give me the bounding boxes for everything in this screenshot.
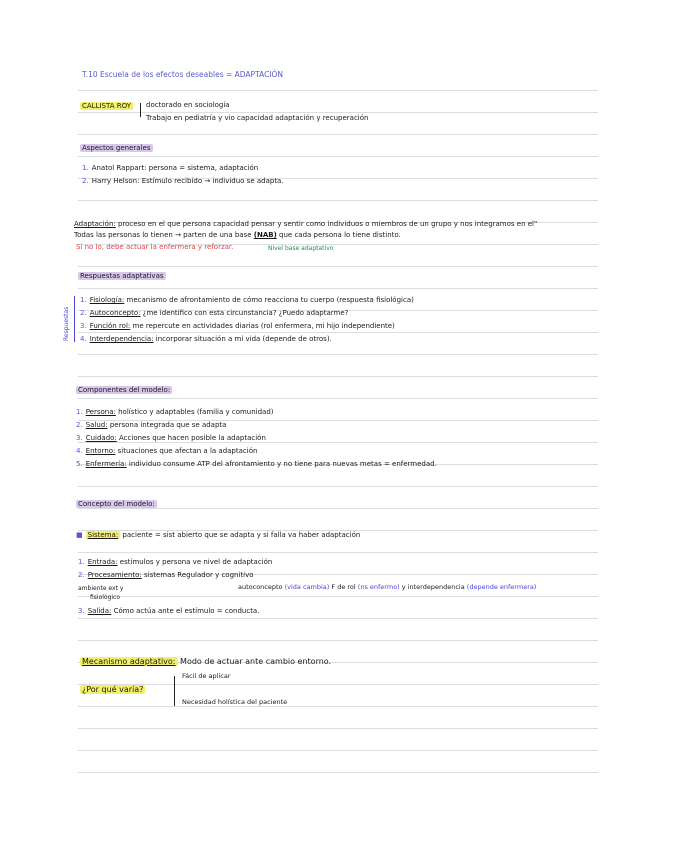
- respuestas-item-num: 3.: [80, 322, 87, 330]
- aspectos-item: [82, 164, 258, 173]
- respuestas-item: [80, 296, 414, 305]
- sub-right-rol: F de rol: [331, 583, 356, 591]
- ruled-line: [78, 552, 598, 553]
- salida-line: [78, 607, 259, 616]
- adaptacion-text-1: proceso en el que persona capacidad pensar y sentir como individuos o miembros de un grupo y nos integramos en el": [117, 220, 538, 228]
- sub-right-enfermo: (ns enfermo): [357, 583, 400, 591]
- componentes-item-num: 2.: [76, 421, 83, 429]
- componentes-item-kw: Salud:: [85, 421, 108, 429]
- ruled-line: [78, 200, 598, 201]
- componentes-heading-text: Componentes del modelo:: [78, 386, 171, 394]
- mecanismo-branch-2: Necesidad holística del paciente: [182, 698, 288, 706]
- sub-right-enfermera: (depende enfermera): [466, 583, 537, 591]
- concepto-heading: [76, 500, 157, 509]
- componentes-item-kw: Entorno:: [85, 447, 116, 455]
- componentes-item-text: persona integrada que se adapta: [109, 421, 227, 429]
- concepto-heading-text: Concepto del modelo:: [78, 500, 155, 508]
- sub-right-vida: (vida cambia): [284, 583, 330, 591]
- concepto-item-kw: Procesamiento:: [87, 571, 142, 579]
- mecanismo-line: [80, 657, 331, 666]
- callista-line-1: doctorado en sociología: [146, 101, 230, 109]
- page-title: T.10 Escuela de los efectos deseables = ADAPTACIÓN: [82, 70, 284, 79]
- respuestas-item-kw: Interdependencia:: [89, 335, 154, 343]
- ruled-line: [78, 728, 598, 729]
- aspectos-heading-text: Aspectos generales: [82, 144, 151, 152]
- concepto-item-num: 2.: [78, 571, 85, 579]
- adaptacion-red-note: Si no lo, debe actuar la enfermera y reforzar.: [76, 243, 234, 251]
- concepto-item: [78, 558, 272, 567]
- ruled-line: [78, 376, 598, 377]
- ruled-line: [78, 354, 598, 355]
- respuestas-item: [80, 322, 395, 331]
- mecanismo-branch-1: Fácil de aplicar: [182, 672, 231, 680]
- respuestas-heading: [78, 272, 166, 281]
- aspectos-item: [82, 177, 284, 186]
- procesamiento-sub-left-2: fisiológico: [90, 594, 121, 601]
- mecanismo-label: Mecanismo adaptativo:: [82, 657, 176, 666]
- salida-num: 3.: [78, 607, 85, 615]
- sistema-text: paciente = sist abierto que se adapta y si falla va haber adaptación: [122, 531, 361, 539]
- mecanismo-text: Modo de actuar ante cambio entorno.: [180, 657, 332, 666]
- componentes-item: [76, 447, 257, 456]
- ruled-line: [78, 156, 598, 157]
- ruled-line: [78, 266, 598, 267]
- componentes-item: [76, 421, 226, 430]
- aspectos-item-text: Harry Helson: Estímulo recibido → individuo se adapta.: [91, 177, 284, 185]
- ruled-line: [78, 618, 598, 619]
- ruled-line: [78, 750, 598, 751]
- respuestas-item: [80, 335, 332, 344]
- aspectos-item-num: 2.: [82, 177, 89, 185]
- callista-brace: [140, 103, 141, 117]
- ruled-line: [78, 684, 598, 685]
- ruled-line: [78, 90, 598, 91]
- componentes-item-kw: Persona:: [85, 408, 116, 416]
- componentes-item-text: Acciones que hacen posible la adaptación: [119, 434, 266, 442]
- adaptacion-line-1: [74, 220, 537, 229]
- ruled-line: [78, 288, 598, 289]
- mecanismo-question-text: ¿Por qué varía?: [82, 685, 144, 694]
- ruled-line: [78, 332, 598, 333]
- sistema-kw: Sistema:: [87, 531, 119, 539]
- concepto-item: [78, 571, 254, 580]
- componentes-item-num: 4.: [76, 447, 83, 455]
- ruled-line: [78, 112, 598, 113]
- componentes-heading: [76, 386, 172, 395]
- componentes-item-num: 1.: [76, 408, 83, 416]
- respuestas-item-num: 2.: [80, 309, 87, 317]
- sub-right-interdep: y interdependencia: [401, 583, 465, 591]
- concepto-item-num: 1.: [78, 558, 85, 566]
- respuestas-item-text: incorporar situación a mi vida (depende de otros).: [155, 335, 332, 343]
- sistema-line: [76, 531, 360, 540]
- ruled-line: [78, 772, 598, 773]
- componentes-item-num: 3.: [76, 434, 83, 442]
- respuestas-item-kw: Autoconcepto:: [89, 309, 141, 317]
- salida-text: Cómo actúa ante el estímulo = conducta.: [113, 607, 260, 615]
- mecanismo-brace: [174, 676, 175, 706]
- ruled-line: [78, 134, 598, 135]
- componentes-item: [76, 460, 437, 469]
- componentes-item-text: individuo consume ATP del afrontamiento y no tiene para nuevas metas = enfermedad.: [128, 460, 437, 468]
- aspectos-heading: [80, 144, 153, 153]
- componentes-item-kw: Cuidado:: [85, 434, 117, 442]
- aspectos-item-text: Anatol Rappart: persona = sistema, adaptación: [91, 164, 259, 172]
- procesamiento-sub-left-1: ambiente ext y: [78, 585, 124, 592]
- respuestas-brace: [74, 296, 75, 342]
- ruled-line: [78, 596, 598, 597]
- componentes-item-kw: Enfermería:: [85, 460, 127, 468]
- callista-line-2: Trabajo en pediatría y vio capacidad adaptación y recuperación: [146, 114, 369, 122]
- respuestas-item-text: me repercute en actividades diarias (rol enfermera, mi hijo independiente): [132, 322, 395, 330]
- sistema-bullet: ■: [76, 531, 83, 539]
- componentes-item: [76, 434, 266, 443]
- componentes-item: [76, 408, 274, 417]
- salida-kw: Salida:: [87, 607, 112, 615]
- sub-right-autoconcepto: autoconcepto: [238, 583, 283, 591]
- concepto-item-text: sistemas Regulador y cognitivo: [144, 571, 254, 579]
- respuestas-heading-text: Respuestas adaptativas: [80, 272, 164, 280]
- adaptacion-label: Adaptación:: [74, 220, 116, 228]
- aspectos-item-num: 1.: [82, 164, 89, 172]
- ruled-line: [78, 398, 598, 399]
- adaptacion-text-2: Todas las personas lo tienen → parten de una base: [74, 231, 252, 239]
- callista-name: [80, 102, 133, 111]
- callista-name-text: CALLISTA ROY: [82, 102, 131, 110]
- nab-term: (NAB): [253, 231, 277, 239]
- respuestas-item-num: 4.: [80, 335, 87, 343]
- respuestas-sidebar: Respuestas: [63, 306, 70, 342]
- respuestas-item-text: mecanismo de afrontamiento de cómo reacciona tu cuerpo (respuesta fisiológica): [126, 296, 414, 304]
- ruled-line: [78, 706, 598, 707]
- respuestas-item-text: ¿me identifico con esta circunstancia? ¿Puedo adaptarme?: [142, 309, 349, 317]
- componentes-item-num: 5.: [76, 460, 83, 468]
- componentes-item-text: holístico y adaptables (familia y comunidad): [118, 408, 274, 416]
- adaptacion-green-note: Nivel base adaptativo: [268, 245, 334, 252]
- mecanismo-question: [80, 685, 145, 694]
- ruled-line: [78, 640, 598, 641]
- procesamiento-sub-right: [238, 583, 536, 592]
- respuestas-item-kw: Fisiología:: [89, 296, 125, 304]
- respuestas-item: [80, 309, 348, 318]
- respuestas-item-num: 1.: [80, 296, 87, 304]
- adaptacion-text-2b: que cada persona lo tiene distinto.: [279, 231, 401, 239]
- respuestas-item-kw: Función rol:: [89, 322, 131, 330]
- concepto-item-text: estímulos y persona ve nivel de adaptación: [119, 558, 273, 566]
- adaptacion-line-2: [74, 231, 401, 240]
- componentes-item-text: situaciones que afectan a la adaptación: [117, 447, 258, 455]
- concepto-item-kw: Entrada:: [87, 558, 118, 566]
- ruled-line: [78, 486, 598, 487]
